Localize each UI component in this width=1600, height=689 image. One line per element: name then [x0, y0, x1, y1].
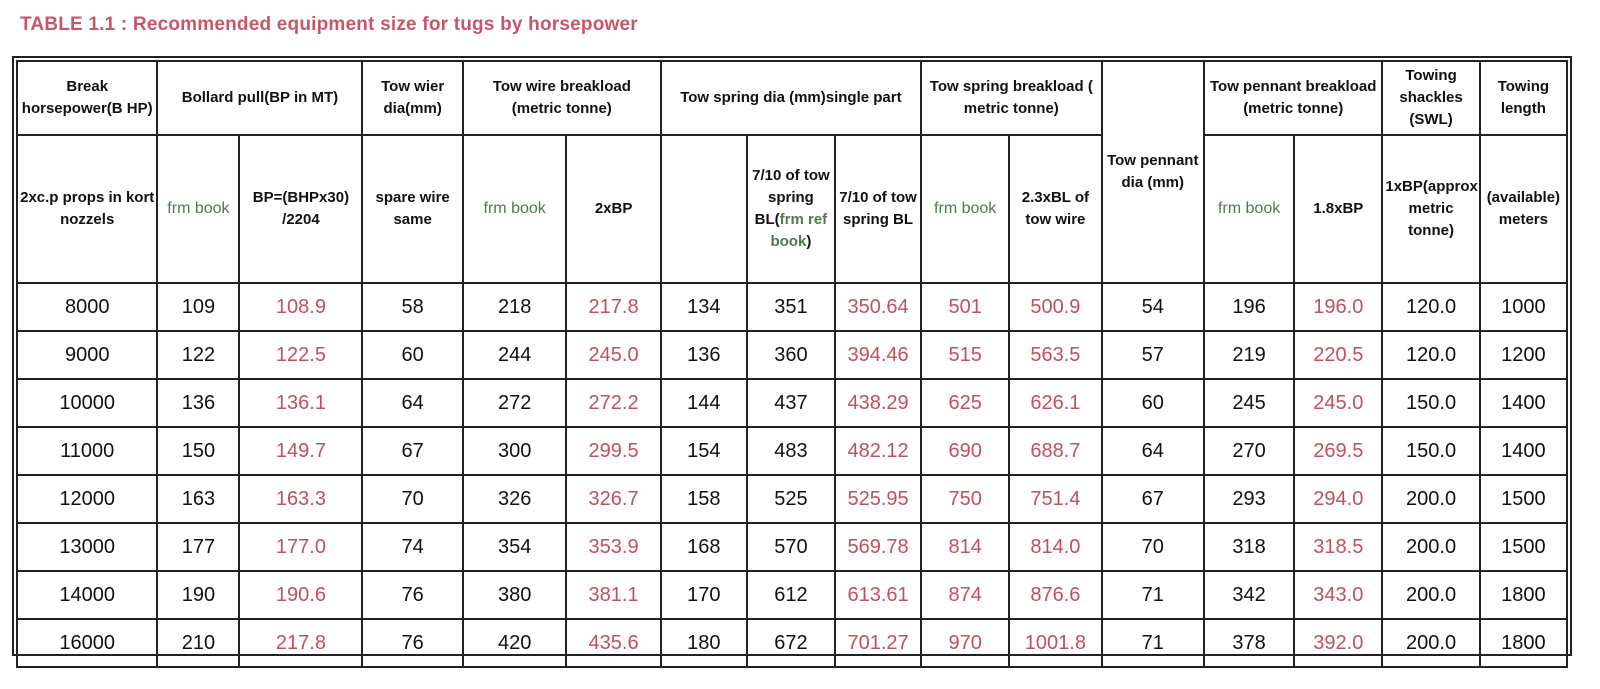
cell-wire-book: 380 — [463, 571, 567, 619]
cell-spring-bl-book: 483 — [747, 427, 835, 475]
cell-wire-calc: 217.8 — [566, 283, 660, 331]
cell-bp-book: 136 — [157, 379, 239, 427]
cell-springbl-calc: 626.1 — [1009, 379, 1101, 427]
cell-length: 1000 — [1480, 283, 1567, 331]
cell-pennant-dia: 57 — [1102, 331, 1205, 379]
cell-bp-book: 163 — [157, 475, 239, 523]
cell-shackles: 200.0 — [1382, 571, 1479, 619]
subheader-spring-bl-book — [747, 135, 835, 283]
cell-spring-dia: 136 — [661, 331, 747, 379]
subheader-bollard-book: frm book — [157, 135, 239, 283]
cell-spring-bl-calc: 525.95 — [835, 475, 921, 523]
header-spring-dia: Tow spring dia (mm)single part — [661, 61, 921, 135]
cell-spring-bl-calc: 394.46 — [835, 331, 921, 379]
cell-pennant-dia: 67 — [1102, 475, 1205, 523]
cell-springbl-book: 625 — [921, 379, 1009, 427]
cell-wire-calc: 381.1 — [566, 571, 660, 619]
spring-bl-book-text-c: ) — [806, 233, 812, 250]
cell-bp-calc: 136.1 — [239, 379, 362, 427]
cell-shackles: 150.0 — [1382, 427, 1479, 475]
cell-pennant-calc: 245.0 — [1294, 379, 1382, 427]
subheader-wire-calc: 2xBP — [566, 135, 660, 283]
cell-spring-bl-calc: 613.61 — [835, 571, 921, 619]
cell-wire-book: 300 — [463, 427, 567, 475]
cell-spring-bl-book: 570 — [747, 523, 835, 571]
cell-bhp: 12000 — [17, 475, 157, 523]
cell-spring-bl-calc: 569.78 — [835, 523, 921, 571]
cell-length: 1200 — [1480, 331, 1567, 379]
cell-bp-book: 150 — [157, 427, 239, 475]
page-title: TABLE 1.1 : Recommended equipment size for tugs by horsepower — [20, 14, 638, 35]
header-bollard-pull: Bollard pull(BP in MT) — [157, 61, 362, 135]
cell-shackles: 120.0 — [1382, 331, 1479, 379]
subheader-wire-dia: spare wire same — [362, 135, 462, 283]
cell-springbl-calc: 1001.8 — [1009, 619, 1101, 667]
cell-pennant-book: 219 — [1204, 331, 1294, 379]
table-row — [17, 427, 1567, 475]
cell-spring-dia: 180 — [661, 619, 747, 667]
cell-spring-bl-calc: 701.27 — [835, 619, 921, 667]
table-row — [17, 619, 1567, 667]
header-bhp: Break horsepower(B HP) — [17, 61, 157, 135]
cell-bp-book: 122 — [157, 331, 239, 379]
cell-wire-calc: 435.6 — [566, 619, 660, 667]
cell-springbl-book: 750 — [921, 475, 1009, 523]
cell-wire-dia: 76 — [362, 571, 462, 619]
cell-wire-calc: 245.0 — [566, 331, 660, 379]
cell-pennant-calc: 294.0 — [1294, 475, 1382, 523]
cell-springbl-book: 970 — [921, 619, 1009, 667]
cell-length: 1500 — [1480, 475, 1567, 523]
cell-springbl-calc: 500.9 — [1009, 283, 1101, 331]
cell-bp-calc: 177.0 — [239, 523, 362, 571]
subheader-pennant-calc: 1.8xBP — [1294, 135, 1382, 283]
table-row — [17, 475, 1567, 523]
cell-pennant-dia: 64 — [1102, 427, 1205, 475]
cell-bp-book: 190 — [157, 571, 239, 619]
cell-wire-book: 218 — [463, 283, 567, 331]
subheader-spring-bl-calc: 7/10 of tow spring BL — [835, 135, 921, 283]
cell-spring-bl-book: 612 — [747, 571, 835, 619]
cell-spring-bl-calc: 482.12 — [835, 427, 921, 475]
header-shackles: Towing shackles (SWL) — [1382, 61, 1479, 135]
cell-springbl-book: 690 — [921, 427, 1009, 475]
header-wire-breakload: Tow wire breakload (metric tonne) — [463, 61, 661, 135]
cell-shackles: 120.0 — [1382, 283, 1479, 331]
cell-wire-dia: 76 — [362, 619, 462, 667]
subheader-pennant-book: frm book — [1204, 135, 1294, 283]
cell-pennant-dia: 70 — [1102, 523, 1205, 571]
subheader-springbl-calc: 2.3xBL of tow wire — [1009, 135, 1101, 283]
header-pennant-breakload: Tow pennant breakload (metric tonne) — [1204, 61, 1382, 135]
cell-wire-book: 354 — [463, 523, 567, 571]
cell-springbl-book: 501 — [921, 283, 1009, 331]
cell-bp-book: 109 — [157, 283, 239, 331]
cell-wire-dia: 64 — [362, 379, 462, 427]
cell-wire-book: 420 — [463, 619, 567, 667]
table-row — [17, 331, 1567, 379]
cell-wire-dia: 70 — [362, 475, 462, 523]
header-spring-breakload: Tow spring breakload ( metric tonne) — [921, 61, 1101, 135]
cell-length: 1400 — [1480, 427, 1567, 475]
cell-pennant-book: 378 — [1204, 619, 1294, 667]
cell-wire-book: 326 — [463, 475, 567, 523]
cell-bp-book: 177 — [157, 523, 239, 571]
cell-spring-bl-book: 525 — [747, 475, 835, 523]
spring-bl-book-text-a: 7/10 of tow spring BL( — [752, 167, 830, 228]
cell-spring-dia: 158 — [661, 475, 747, 523]
cell-shackles: 200.0 — [1382, 475, 1479, 523]
header-pennant-dia: Tow pennant dia (mm) — [1102, 61, 1205, 283]
subheader-spring-dia — [661, 135, 747, 283]
cell-bhp: 16000 — [17, 619, 157, 667]
cell-shackles: 200.0 — [1382, 619, 1479, 667]
cell-spring-dia: 154 — [661, 427, 747, 475]
cell-bhp: 14000 — [17, 571, 157, 619]
table-row — [17, 571, 1567, 619]
cell-wire-calc: 353.9 — [566, 523, 660, 571]
subheader-springbl-book: frm book — [921, 135, 1009, 283]
table-row — [17, 283, 1567, 331]
cell-length: 1500 — [1480, 523, 1567, 571]
cell-spring-dia: 144 — [661, 379, 747, 427]
cell-spring-dia: 134 — [661, 283, 747, 331]
cell-wire-book: 244 — [463, 331, 567, 379]
cell-springbl-calc: 751.4 — [1009, 475, 1101, 523]
cell-pennant-book: 318 — [1204, 523, 1294, 571]
table-row — [17, 523, 1567, 571]
cell-wire-calc: 272.2 — [566, 379, 660, 427]
cell-length: 1800 — [1480, 571, 1567, 619]
cell-length: 1800 — [1480, 619, 1567, 667]
cell-springbl-calc: 876.6 — [1009, 571, 1101, 619]
subheader-shackles: 1xBP(approx metric tonne) — [1382, 135, 1479, 283]
table-row — [17, 379, 1567, 427]
cell-pennant-dia: 60 — [1102, 379, 1205, 427]
cell-bhp: 13000 — [17, 523, 157, 571]
cell-shackles: 150.0 — [1382, 379, 1479, 427]
cell-spring-bl-book: 672 — [747, 619, 835, 667]
cell-wire-dia: 74 — [362, 523, 462, 571]
cell-bp-calc: 122.5 — [239, 331, 362, 379]
subheader-wire-book: frm book — [463, 135, 567, 283]
cell-wire-calc: 299.5 — [566, 427, 660, 475]
header-length: Towing length — [1480, 61, 1567, 135]
cell-bp-calc: 217.8 — [239, 619, 362, 667]
cell-wire-book: 272 — [463, 379, 567, 427]
cell-spring-bl-calc: 350.64 — [835, 283, 921, 331]
cell-pennant-book: 270 — [1204, 427, 1294, 475]
cell-springbl-book: 874 — [921, 571, 1009, 619]
cell-wire-dia: 58 — [362, 283, 462, 331]
cell-springbl-book: 814 — [921, 523, 1009, 571]
cell-pennant-dia: 71 — [1102, 571, 1205, 619]
cell-spring-bl-book: 360 — [747, 331, 835, 379]
cell-pennant-calc: 196.0 — [1294, 283, 1382, 331]
cell-bhp: 9000 — [17, 331, 157, 379]
cell-spring-bl-calc: 438.29 — [835, 379, 921, 427]
cell-spring-dia: 170 — [661, 571, 747, 619]
subheader-length: (available) meters — [1480, 135, 1567, 283]
equipment-table — [16, 60, 1568, 668]
cell-pennant-calc: 318.5 — [1294, 523, 1382, 571]
cell-spring-dia: 168 — [661, 523, 747, 571]
cell-spring-bl-book: 437 — [747, 379, 835, 427]
cell-pennant-book: 342 — [1204, 571, 1294, 619]
cell-pennant-book: 245 — [1204, 379, 1294, 427]
cell-bp-calc: 190.6 — [239, 571, 362, 619]
cell-wire-dia: 67 — [362, 427, 462, 475]
cell-length: 1400 — [1480, 379, 1567, 427]
cell-pennant-calc: 269.5 — [1294, 427, 1382, 475]
cell-springbl-calc: 563.5 — [1009, 331, 1101, 379]
cell-pennant-calc: 343.0 — [1294, 571, 1382, 619]
subheader-bollard-calc: BP=(BHPx30) /2204 — [239, 135, 362, 283]
cell-bhp: 11000 — [17, 427, 157, 475]
cell-pennant-dia: 71 — [1102, 619, 1205, 667]
cell-springbl-calc: 688.7 — [1009, 427, 1101, 475]
subheader-bhp: 2xc.p props in kort nozzels — [17, 135, 157, 283]
cell-pennant-book: 196 — [1204, 283, 1294, 331]
cell-shackles: 200.0 — [1382, 523, 1479, 571]
cell-pennant-book: 293 — [1204, 475, 1294, 523]
cell-springbl-calc: 814.0 — [1009, 523, 1101, 571]
cell-bp-calc: 108.9 — [239, 283, 362, 331]
cell-pennant-calc: 220.5 — [1294, 331, 1382, 379]
cell-pennant-dia: 54 — [1102, 283, 1205, 331]
cell-springbl-book: 515 — [921, 331, 1009, 379]
cell-bp-calc: 163.3 — [239, 475, 362, 523]
cell-bp-calc: 149.7 — [239, 427, 362, 475]
cell-bhp: 10000 — [17, 379, 157, 427]
header-wire-dia: Tow wier dia(mm) — [362, 61, 462, 135]
cell-bhp: 8000 — [17, 283, 157, 331]
spring-bl-book-text-b: frm ref book — [770, 211, 828, 250]
cell-bp-book: 210 — [157, 619, 239, 667]
cell-spring-bl-book: 351 — [747, 283, 835, 331]
cell-wire-dia: 60 — [362, 331, 462, 379]
cell-pennant-calc: 392.0 — [1294, 619, 1382, 667]
cell-wire-calc: 326.7 — [566, 475, 660, 523]
